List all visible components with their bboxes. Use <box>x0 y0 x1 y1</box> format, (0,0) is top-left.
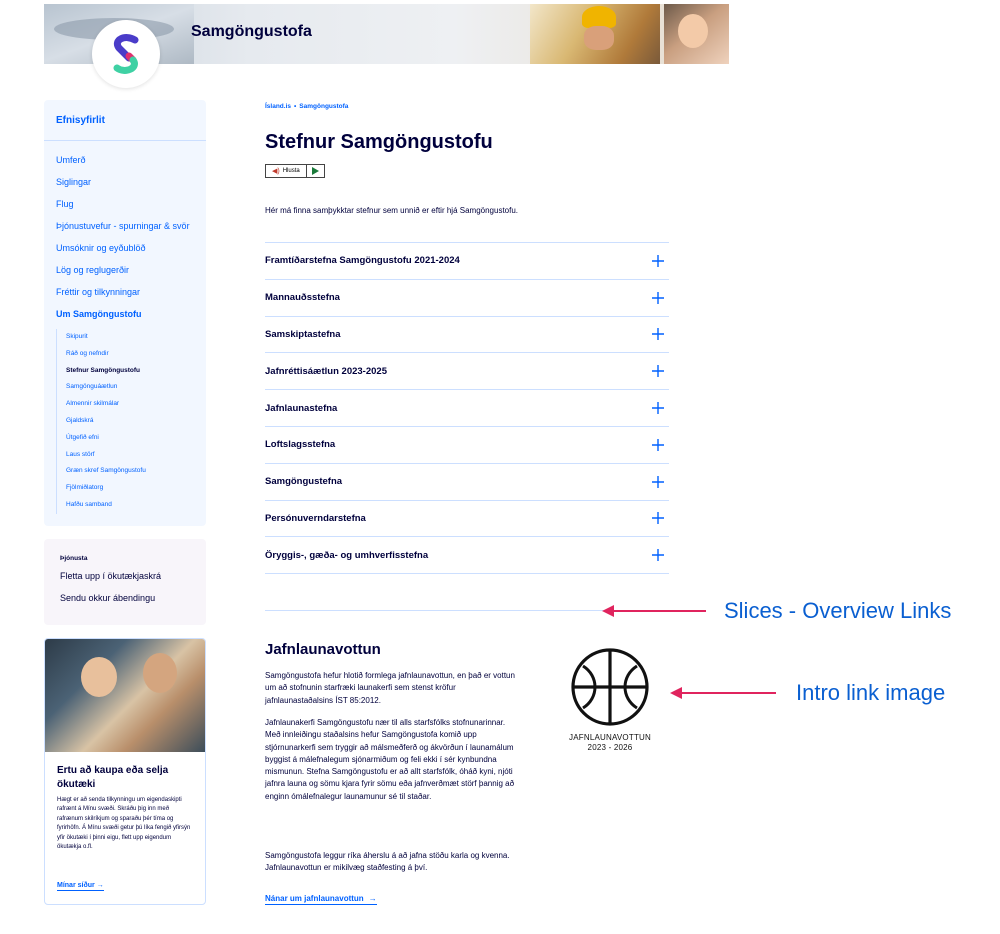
intro-text: Hér má finna samþykktar stefnur sem unnið er eftir hjá Samgöngustofu. <box>265 206 519 215</box>
annotation-slices <box>602 598 951 624</box>
accordion-label: Öryggis-, gæða- og umhverfisstefna <box>265 549 429 561</box>
annotation-intro-image-text: Intro link image <box>796 680 946 705</box>
promo-card <box>44 638 206 905</box>
sidebar-heading[interactable]: Efnisyfirlit <box>44 100 206 141</box>
annotation-arrow-icon <box>670 686 780 700</box>
page-title: Stefnur Samgöngustofu <box>265 131 493 153</box>
accordion-item[interactable] <box>265 390 669 427</box>
accordion-label: Mannauðsstefna <box>265 292 340 304</box>
plus-icon[interactable] <box>651 364 665 378</box>
sidebar-item-thjonustuvefur[interactable]: Þjónustuvefur - spurningar & svör <box>56 221 190 231</box>
jafnlaunavottun-logo[interactable] <box>560 646 660 753</box>
service-box <box>44 539 206 625</box>
logo-text-line2: 2023 - 2026 <box>587 743 633 752</box>
banner-photo-child <box>664 4 729 64</box>
service-list <box>44 562 206 613</box>
sidebar-subitem[interactable]: Fjölmiðlatorg <box>66 484 104 492</box>
sidebar-list <box>44 141 206 325</box>
sidebar-subitem[interactable]: Græn skref Samgöngustofu <box>66 467 146 475</box>
section-link-label: Nánar um jafnlaunavottun <box>265 894 364 903</box>
plus-icon[interactable] <box>651 548 665 562</box>
accordion-item[interactable] <box>265 353 669 390</box>
listen-label: Hlusta <box>282 168 300 174</box>
plus-icon[interactable] <box>651 327 665 341</box>
annotation-intro-image <box>670 680 945 706</box>
accordion-label: Framtíðarstefna Samgöngustofu 2021-2024 <box>265 255 460 267</box>
section-paragraph: Jafnlaunakerfi Samgöngustofu nær til alls starfsfólks stofnunarinnar. Með innleiðingu staðalsins hefur Samgöngustofa komið upp stjórnunarkerfi sem tryggir að málsmeðferð og ákvörðun í launamálum byggist á málefnalegum sjónarmiðum og feli ekki í sér kynbundna mismunun. Stefna Samgöngustofu er að allt starfsfólk, óháð kyni, njóti jafnra launa og sömu kjara fyrir sömu eða jafnverðmæt störf þannig að enginn ómálefnalegur launamunur sé til staðar. <box>265 718 515 801</box>
samgongustofa-s-logo-icon <box>111 34 141 74</box>
accordion-item[interactable] <box>265 537 669 574</box>
accordion-label: Loftslagsstefna <box>265 439 336 451</box>
breadcrumb-item-island[interactable]: Ísland.is <box>265 103 292 110</box>
sidebar-item-log[interactable]: Lög og reglugerðir <box>56 265 130 275</box>
samgongustofa-logo[interactable] <box>92 20 160 88</box>
accordion-label: Samgöngustefna <box>265 476 343 488</box>
annotation-arrow-icon <box>602 604 712 618</box>
accordion-item[interactable] <box>265 243 669 280</box>
banner-photo-worker <box>530 4 660 64</box>
arrow-right-icon: → <box>368 894 377 903</box>
sidebar-subitem[interactable]: Samgönguáætlun <box>66 383 118 391</box>
sidebar-navigation <box>44 100 206 526</box>
logo-text-line1: JAFNLAUNAVOTTUN <box>569 733 651 742</box>
accordion-item[interactable] <box>265 427 669 464</box>
breadcrumb-item-samgongustofa[interactable]: Samgöngustofa <box>299 103 349 110</box>
promo-link[interactable] <box>57 882 104 891</box>
promo-title: Ertu að kaupa eða selja ökutæki <box>57 765 169 790</box>
breadcrumb-separator-icon: • <box>294 103 297 110</box>
sidebar-sublist <box>56 329 206 514</box>
accordion-label: Jafnréttisáætlun 2023-2025 <box>265 365 387 377</box>
sidebar-item-flug[interactable]: Flug <box>56 199 74 209</box>
service-heading: Þjónusta <box>60 555 88 562</box>
section-read-more-link[interactable] <box>265 894 377 905</box>
service-link-okutaekjaskra[interactable]: Fletta upp í ökutækjaskrá <box>60 571 162 581</box>
speaker-icon: ◀) <box>272 168 280 175</box>
sidebar-subitem[interactable]: Laus störf <box>66 450 95 458</box>
accordion-label: Samskiptastefna <box>265 328 341 340</box>
section-paragraph: Samgöngustofa leggur ríka áherslu á að jafna stöðu karla og kvenna. Jafnlaunavottun er mikilvæg staðfesting á því. <box>265 851 510 873</box>
sidebar-item-umsoknir[interactable]: Umsóknir og eyðublöð <box>56 243 146 253</box>
accordion-item[interactable] <box>265 280 669 317</box>
listen-widget <box>265 164 325 178</box>
arrow-right-icon: → <box>96 882 104 889</box>
sidebar-item-siglingar[interactable]: Siglingar <box>56 177 92 187</box>
sidebar-subitem[interactable]: Skipurit <box>66 333 88 340</box>
accordion-item[interactable] <box>265 464 669 501</box>
accordion-item[interactable] <box>265 501 669 538</box>
accordion-item[interactable] <box>265 317 669 354</box>
plus-icon[interactable] <box>651 291 665 305</box>
policy-accordion <box>265 242 669 574</box>
promo-link-label: Mínar síður <box>57 882 95 889</box>
play-button[interactable] <box>307 164 325 178</box>
annotation-slices-text: Slices - Overview Links <box>724 598 952 623</box>
sidebar-item-frettir[interactable]: Fréttir og tilkynningar <box>56 287 141 297</box>
promo-text: Hægt er að senda tilkynningu um eigendaskipti rafrænt á Mínu svæði. Skráðu þig inn með rafrænum skilríkjum og sparaðu þér tíma og fyrirhöfn. Á Mínu svæði getur þú líka fengið yfirsýn yfir ökutæki í þinni eigu, flett upp eigendum ökutækja o.fl. <box>57 797 191 851</box>
play-icon <box>312 167 319 175</box>
sidebar-subitem[interactable]: Útgefið efni <box>66 433 99 441</box>
service-link-abending[interactable]: Sendu okkur ábendingu <box>60 593 156 603</box>
sidebar-item-umferd[interactable]: Umferð <box>56 155 86 165</box>
plus-icon[interactable] <box>651 475 665 489</box>
section-paragraph: Samgöngustofa hefur hlotið formlega jafnlaunavottun, en það er vottun um að stofnunin starfræki launakerfi sem stenst kröfur jafnlaunastaðalsins ÍST 85:2012. <box>265 671 515 705</box>
site-title[interactable]: Samgöngustofa <box>191 23 312 40</box>
sidebar-subitem[interactable]: Gjaldskrá <box>66 416 94 424</box>
equal-pay-emblem-icon <box>569 646 651 728</box>
accordion-label: Persónuverndarstefna <box>265 512 366 524</box>
plus-icon[interactable] <box>651 511 665 525</box>
sidebar-subitem[interactable]: Ráð og nefndir <box>66 349 109 357</box>
plus-icon[interactable] <box>651 401 665 415</box>
sidebar-item-um-samgongustofu[interactable]: Um Samgöngustofu <box>56 309 142 319</box>
sidebar-subitem-active[interactable]: Stefnur Samgöngustofu <box>66 366 141 374</box>
listen-button[interactable] <box>265 164 307 178</box>
promo-image <box>45 639 205 752</box>
sidebar-subitem[interactable]: Almennir skilmálar <box>66 400 120 408</box>
section-title: Jafnlaunavottun <box>265 641 381 658</box>
plus-icon[interactable] <box>651 438 665 452</box>
breadcrumb <box>265 103 348 110</box>
plus-icon[interactable] <box>651 254 665 268</box>
sidebar-subitem[interactable]: Hafðu samband <box>66 500 112 508</box>
accordion-label: Jafnlaunastefna <box>265 402 338 414</box>
